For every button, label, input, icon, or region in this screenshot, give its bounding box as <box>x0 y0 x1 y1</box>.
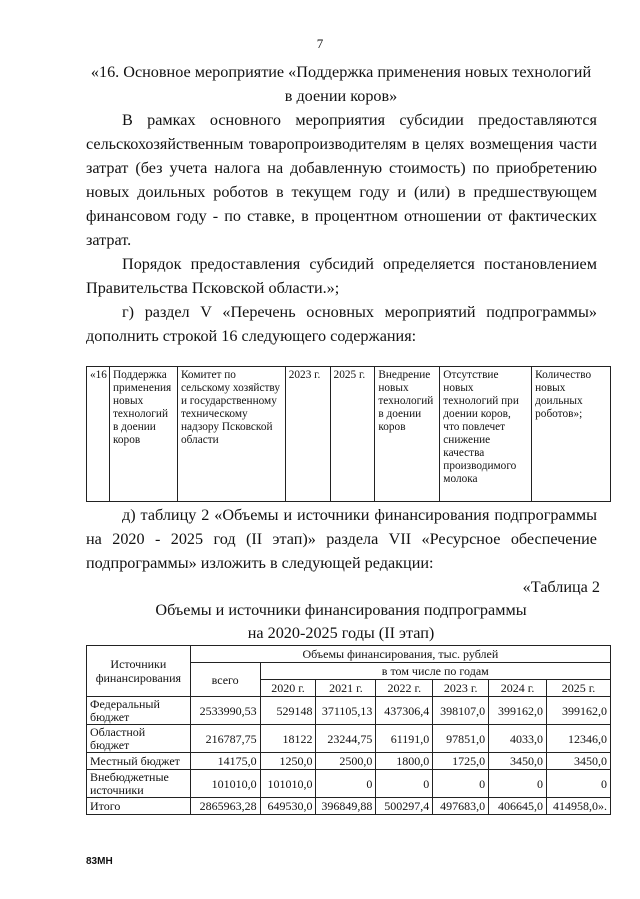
row-source: Внебюджетные источники <box>87 770 191 798</box>
executor: Комитет по сельскому хозяйству и государственному техническому надзору Псковской области <box>177 367 285 502</box>
row-value: 0 <box>433 770 489 798</box>
table-row <box>87 770 611 798</box>
row-value: 0 <box>547 770 611 798</box>
header-by-years: в том числе по годам <box>260 663 610 680</box>
row-value: 529148 <box>260 697 316 725</box>
row-value: 1800,0 <box>376 753 433 770</box>
row-value: 649530,0 <box>260 798 316 815</box>
row-value: 398107,0 <box>433 697 489 725</box>
table-row <box>87 753 611 770</box>
paragraph-4-line: подпрограммы» изложить в следующей редакции: <box>86 554 434 572</box>
measure-name: Поддержка применения новых технологий в доении коров <box>109 367 177 502</box>
end-year: 2025 г. <box>330 367 375 502</box>
header-year: 2022 г. <box>376 680 433 697</box>
header-total: всего <box>190 663 260 697</box>
row-source: Федеральный бюджет <box>87 697 191 725</box>
header-source: Источники финансирования <box>87 646 191 697</box>
paragraph-1-line: В рамках основного мероприятия субсидии предоставляются <box>122 111 597 129</box>
paragraph-2-line: Порядок предоставления субсидий определяется постановлением <box>122 255 597 273</box>
row-value: 399162,0 <box>489 697 547 725</box>
measures-row-table <box>86 366 611 502</box>
consequence: Отсутствие новых технологий при доении коров, что повлечет снижение качества производимого молока <box>440 367 532 502</box>
table-label: «Таблица 2 <box>522 578 600 596</box>
table-header-row <box>87 646 611 663</box>
row-value: 2500,0 <box>316 753 376 770</box>
row-value: 414958,0». <box>547 798 611 815</box>
page-number: 7 <box>316 36 324 51</box>
row-value: 61191,0 <box>376 725 433 753</box>
row-value: 12346,0 <box>547 725 611 753</box>
expected-result: Внедрение новых технологий в доении коров <box>375 367 440 502</box>
row-value: 3450,0 <box>547 753 611 770</box>
row-value: 396849,88 <box>316 798 376 815</box>
footer-code: 83МН <box>86 856 113 867</box>
row-total: 101010,0 <box>190 770 260 798</box>
row-value: 371105,13 <box>316 697 376 725</box>
row-value: 406645,0 <box>489 798 547 815</box>
section-heading-line-2: в доении коров» <box>284 87 398 105</box>
table-title-line-1: Объемы и источники финансирования подпрограммы <box>155 601 527 619</box>
row-value: 23244,75 <box>316 725 376 753</box>
row-value: 497683,0 <box>433 798 489 815</box>
row-value: 3450,0 <box>489 753 547 770</box>
row-value: 101010,0 <box>260 770 316 798</box>
start-year: 2023 г. <box>285 367 330 502</box>
row-total: 216787,75 <box>190 725 260 753</box>
row-source: Итого <box>87 798 191 815</box>
table-row-total <box>87 798 611 815</box>
paragraph-3-line: г) раздел V «Перечень основных мероприятий подпрограммы» <box>122 303 597 321</box>
header-volume: Объемы финансирования, тыс. рублей <box>190 646 610 663</box>
row-total: 2865963,28 <box>190 798 260 815</box>
row-value: 4033,0 <box>489 725 547 753</box>
row-value: 18122 <box>260 725 316 753</box>
row-value: 399162,0 <box>547 697 611 725</box>
paragraph-4-line: на 2020 - 2025 год (II этап)» раздела VII «Ресурсное обеспечение <box>86 530 597 548</box>
paragraph-1-line: новых доильных роботов в текущем году и (или) в предшествующем <box>86 183 597 201</box>
header-year: 2020 г. <box>260 680 316 697</box>
table-row <box>87 697 611 725</box>
row-value: 0 <box>316 770 376 798</box>
paragraph-2-line: Правительства Псковской области.»; <box>86 279 340 297</box>
header-year: 2024 г. <box>489 680 547 697</box>
header-year: 2021 г. <box>316 680 376 697</box>
table-row <box>87 725 611 753</box>
row-value: 500297,4 <box>376 798 433 815</box>
row-source: Местный бюджет <box>87 753 191 770</box>
table-row <box>87 367 611 502</box>
row-value: 1250,0 <box>260 753 316 770</box>
paragraph-1-line: сельскохозяйственным товаропроизводителям в целях возмещения части <box>86 135 597 153</box>
row-total: 14175,0 <box>190 753 260 770</box>
paragraph-1-line: финансовом году - по ставке, в процентном отношении от фактических <box>86 207 597 225</box>
paragraph-3-line: дополнить строкой 16 следующего содержания: <box>86 327 417 345</box>
row-value: 97851,0 <box>433 725 489 753</box>
paragraph-4-line: д) таблицу 2 «Объемы и источники финансирования подпрограммы <box>122 506 597 524</box>
section-heading-line-1: «16. Основное мероприятие «Поддержка применения новых технологий <box>90 63 592 81</box>
header-year: 2025 г. <box>547 680 611 697</box>
row-number: «16 <box>87 367 110 502</box>
finance-table <box>86 645 611 815</box>
row-value: 437306,4 <box>376 697 433 725</box>
indicator: Количество новых доильных роботов»; <box>532 367 611 502</box>
row-total: 2533990,53 <box>190 697 260 725</box>
paragraph-1-line: затрат (без учета налога на добавленную стоимость) по приобретению <box>86 159 597 177</box>
paragraph-1-line: затрат. <box>86 231 132 249</box>
row-value: 0 <box>489 770 547 798</box>
row-value: 0 <box>376 770 433 798</box>
table-title-line-2: на 2020-2025 годы (II этап) <box>247 624 435 642</box>
header-year: 2023 г. <box>433 680 489 697</box>
row-value: 1725,0 <box>433 753 489 770</box>
row-source: Областной бюджет <box>87 725 191 753</box>
